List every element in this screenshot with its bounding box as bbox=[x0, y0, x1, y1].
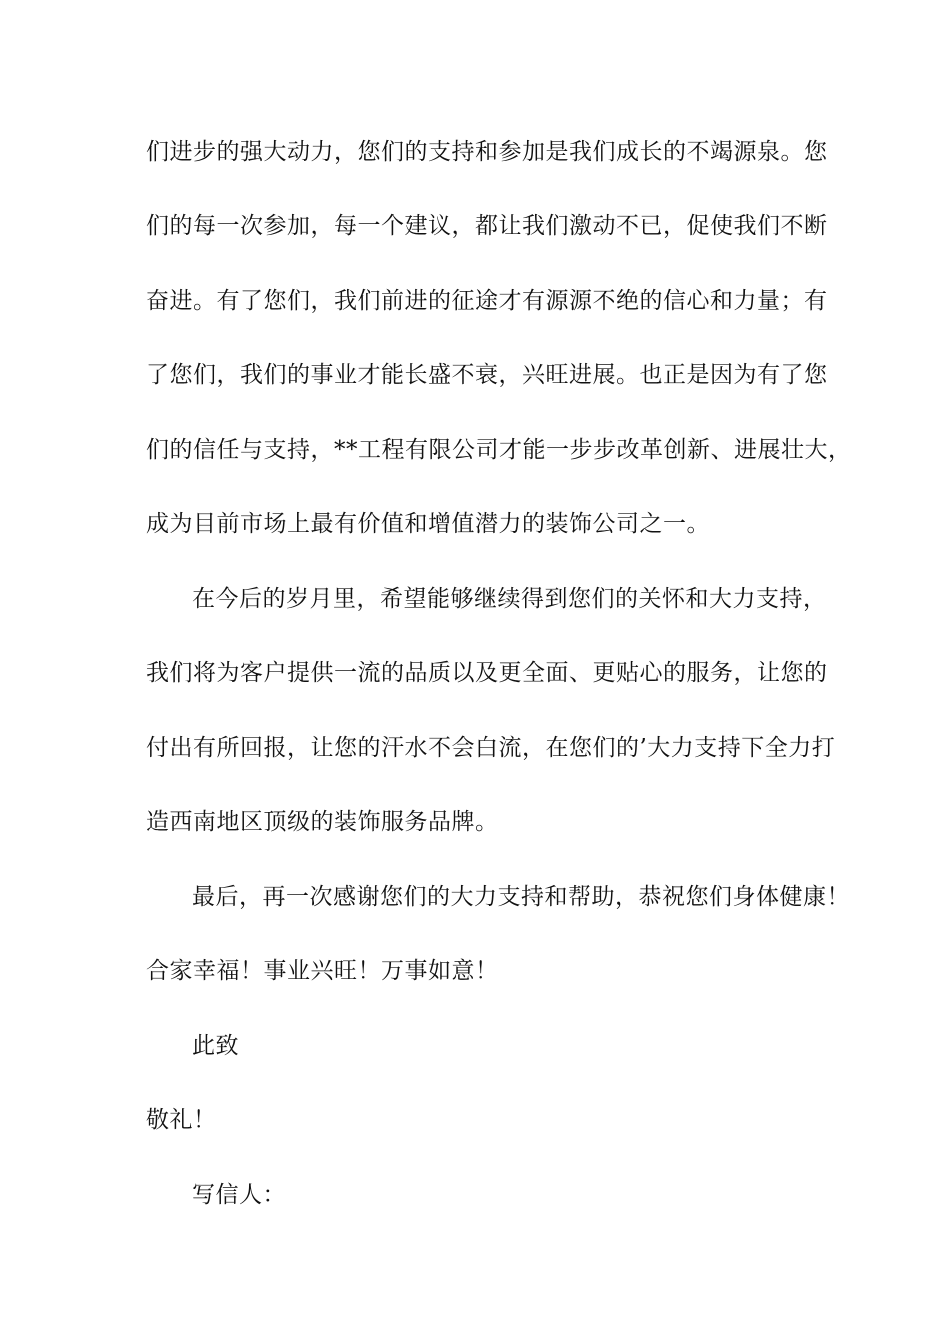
signature-label: 写信人： bbox=[192, 1182, 286, 1208]
text-line: 们的每一次参加，每一个建议，都让我们激动不已，促使我们不断 bbox=[146, 213, 828, 239]
text-line: 奋进。有了您们，我们前进的征途才有源源不绝的信心和力量；有 bbox=[146, 288, 828, 314]
paragraph-start-line: 在今后的岁月里，希望能够继续得到您们的关怀和大力支持， bbox=[192, 586, 827, 612]
text-line: 合家幸福！事业兴旺！万事如意！ bbox=[146, 958, 499, 984]
text-line: 我们将为客户提供一流的品质以及更全面、更贴心的服务，让您的 bbox=[146, 660, 828, 686]
text-line: 们进步的强大动力，您们的支持和参加是我们成长的不竭源泉。您 bbox=[146, 139, 828, 165]
closing-salutation: 此致 bbox=[192, 1033, 239, 1059]
text-line: 造西南地区顶级的装饰服务品牌。 bbox=[146, 809, 499, 835]
paragraph-start-line: 最后，再一次感谢您们的大力支持和帮助，恭祝您们身体健康！ bbox=[192, 884, 850, 910]
text-line: 了您们，我们的事业才能长盛不衰，兴旺进展。也正是因为有了您 bbox=[146, 362, 828, 388]
closing-regards: 敬礼！ bbox=[146, 1107, 217, 1133]
text-line: 成为目前市场上最有价值和增值潜力的装饰公司之一。 bbox=[146, 511, 710, 537]
text-line: 们的信任与支持，**工程有限公司才能一步步改革创新、进展壮大， bbox=[146, 437, 852, 463]
text-line: 付出有所回报，让您的汗水不会白流，在您们的’大力支持下全力打 bbox=[146, 735, 836, 761]
